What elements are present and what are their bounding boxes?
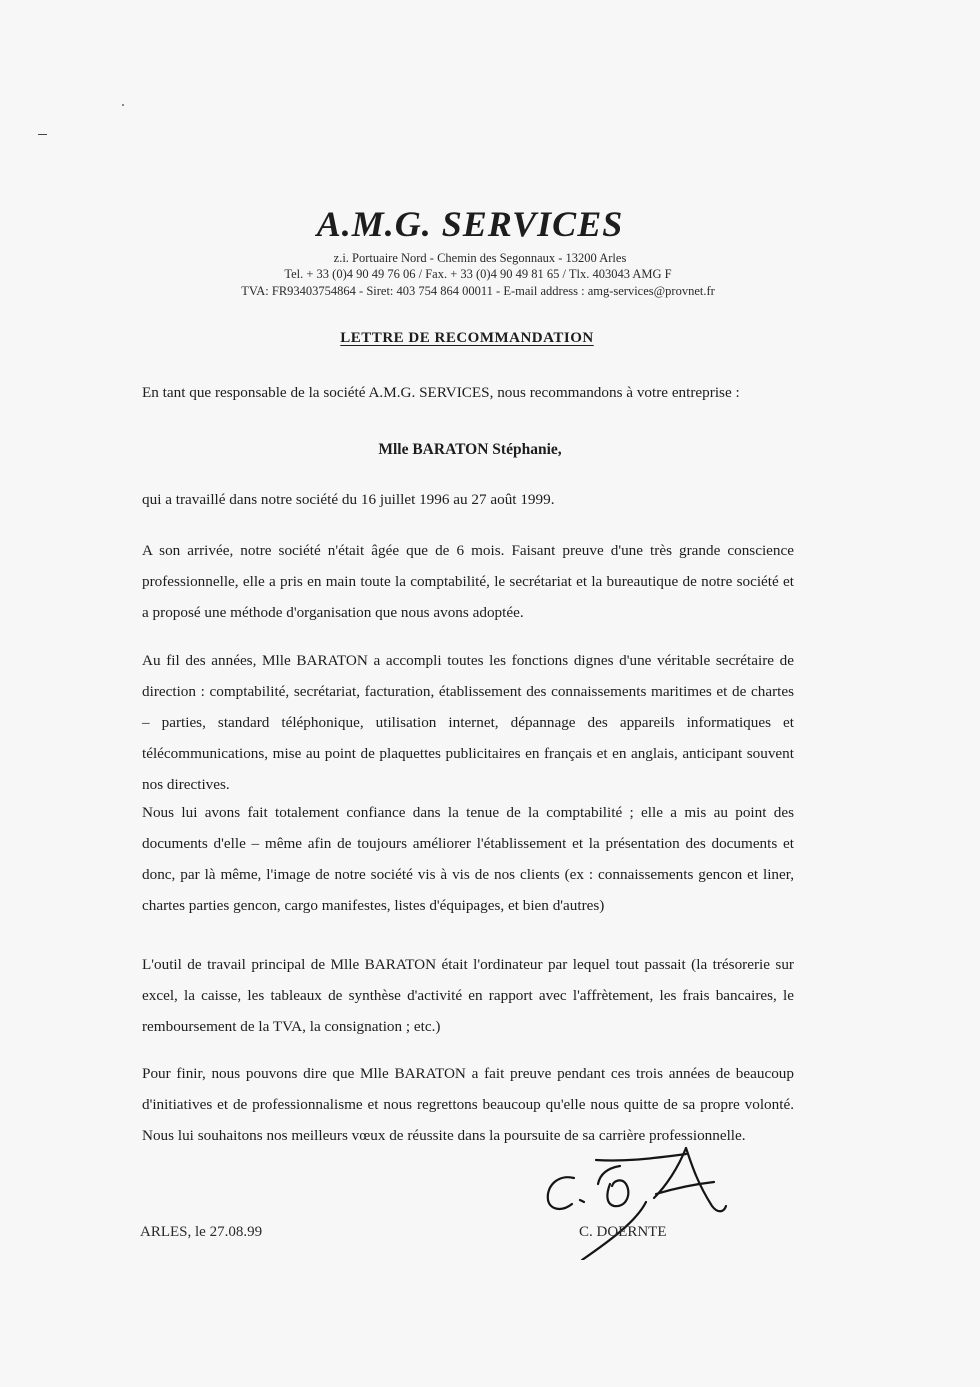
letter-title: LETTRE DE RECOMMANDATION	[340, 330, 594, 346]
company-address: z.i. Portuaire Nord - Chemin des Segonnaux - 13200 Arles	[333, 251, 627, 265]
scan-speck	[122, 104, 124, 106]
place-date: ARLES, le 27.08.99	[140, 1224, 263, 1240]
company-contact: Tel. + 33 (0)4 90 49 76 06 / Fax. + 33 (0)4 90 49 81 65 / Tlx. 403043 AMG F	[284, 267, 672, 281]
company-name: A.M.G. SERVICES	[316, 204, 624, 244]
signatory-name: C. DOERNTE	[579, 1224, 667, 1240]
employment-paragraph: qui a travaillé dans notre société du 16 juillet 1996 au 27 août 1999.	[142, 491, 555, 508]
arrival-paragraph: A son arrivée, notre société n'était âgée que de 6 mois. Faisant preuve d'une très grande conscience professionnelle, elle a pris en main toute la comptabilité, le secrétariat et la bureautique de notre société et a proposé une méthode d'organisation que nous avons adoptée.	[142, 542, 794, 621]
company-registration: TVA: FR93403754864 - Siret: 403 754 864 00011 - E-mail address : amg-services@provnet.fr	[241, 284, 715, 298]
scan-mark	[38, 134, 47, 135]
intro-paragraph: En tant que responsable de la société A.M.G. SERVICES, nous recommandons à votre entreprise :	[142, 384, 740, 401]
trust-paragraph: Nous lui avons fait totalement confiance dans la tenue de la comptabilité ; elle a mis au point des documents d'elle – même afin de toujours améliorer l'établissement et la présentation des documents et donc, par là même, l'image de notre société vis à vis de nos clients (ex : connaissements gencon et liner, chartes parties gencon, cargo manifestes, listes d'équipages, et bien d'autres)	[142, 804, 794, 914]
tools-paragraph: L'outil de travail principal de Mlle BARATON était l'ordinateur par lequel tout passait (la trésorerie sur excel, la caisse, les tableaux de synthèse d'activité en rapport avec l'affrètement, les frais bancaires, le remboursement de la TVA, la consignation ; etc.)	[142, 956, 794, 1035]
closing-paragraph: Pour finir, nous pouvons dire que Mlle BARATON a fait preuve pendant ces trois années de beaucoup d'initiatives et de professionnalisme et nous regrettons beaucoup qu'elle nous quitte de sa propre volonté. Nous lui souhaitons nos meilleurs vœux de réussite dans la poursuite de sa carrière professionnelle.	[142, 1065, 794, 1144]
duties-paragraph: Au fil des années, Mlle BARATON a accompli toutes les fonctions dignes d'une véritable secrétaire de direction : comptabilité, secrétariat, facturation, établissement des connaissements maritimes et de chartes – parties, standard téléphonique, utilisation internet, dépannage des appareils informatiques et télécommunications, mise au point de plaquettes publicitaires en français et en anglais, anticipant souvent nos directives.	[142, 652, 794, 793]
handwritten-signature-icon	[536, 1144, 736, 1260]
candidate-name: Mlle BARATON Stéphanie,	[378, 441, 562, 458]
